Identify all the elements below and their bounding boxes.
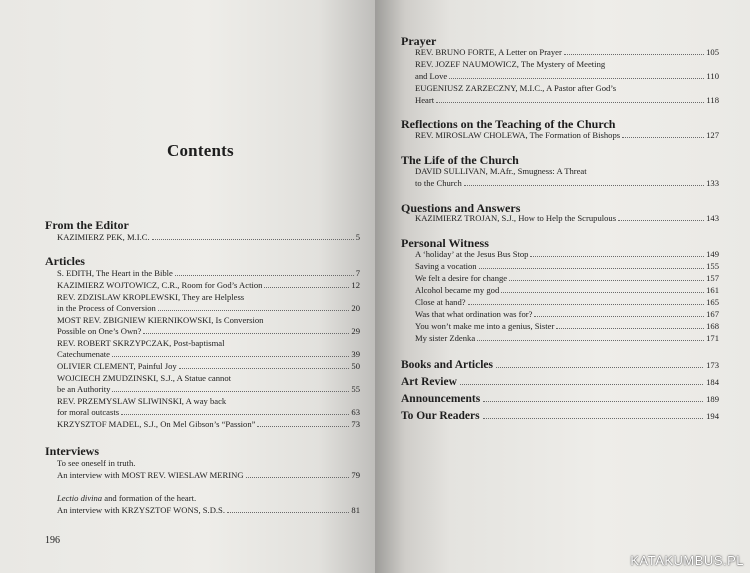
toc-entry[interactable]: KAZIMIERZ PEK, M.I.C. 5 — [57, 232, 360, 242]
toc-entry[interactable]: You won’t make me into a genius, Sister 168 — [415, 321, 719, 331]
toc-entry[interactable]: Catechumenate 39 — [57, 349, 360, 359]
toc-entry[interactable]: KAZIMIERZ WOJTOWICZ, C.R., Room for God’s Action 12 — [57, 280, 360, 290]
toc-entry-line: WOJCIECH ZMUDZINSKI, S.J., A Statue cannot — [57, 373, 232, 383]
toc-entry[interactable]: A ‘holiday’ at the Jesus Bus Stop 149 — [415, 249, 719, 259]
toc-entry[interactable]: be an Authority 55 — [57, 384, 360, 394]
toc-entry-line: DAVID SULLIVAN, M.Afr., Smugness: A Threat — [415, 166, 587, 176]
toc-entry[interactable]: S. EDITH, The Heart in the Bible 7 — [57, 268, 360, 278]
toc-entry-line: MOST REV. ZBIGNIEW KIERNIKOWSKI, Is Conversion — [57, 315, 264, 325]
lectio-divina-italic: Lectio divina — [57, 493, 103, 503]
toc-entry[interactable]: Heart 118 — [415, 95, 719, 105]
toc-section-books-articles[interactable]: Books and Articles 173 — [401, 359, 719, 371]
toc-section-announcements[interactable]: Announcements 189 — [401, 393, 719, 405]
page-number: 196 — [45, 535, 60, 546]
toc-entry-line: To see oneself in truth. — [57, 458, 136, 468]
section-prayer: Prayer — [401, 34, 437, 48]
section-personal-witness: Personal Witness — [401, 236, 489, 250]
toc-entry[interactable]: My sister Zdenka 171 — [415, 333, 719, 343]
section-questions-answers: Questions and Answers — [401, 201, 521, 215]
toc-entry[interactable]: We felt a desire for change 157 — [415, 273, 719, 283]
toc-entry[interactable]: to the Church 133 — [415, 178, 719, 188]
section-articles: Articles — [45, 254, 85, 268]
toc-entry[interactable]: An interview with KRZYSZTOF WONS, S.D.S. 81 — [57, 505, 360, 515]
toc-entry-line: EUGENIUSZ ZARZECZNY, M.I.C., A Pastor after God’s — [415, 83, 617, 93]
toc-entry[interactable]: KRZYSZTOF MADEL, S.J., On Mel Gibson’s “Passion” 73 — [57, 419, 360, 429]
toc-entry[interactable]: in the Process of Conversion 20 — [57, 303, 360, 313]
toc-entry[interactable]: Saving a vocation 155 — [415, 261, 719, 271]
section-life-of-church: The Life of the Church — [401, 153, 519, 167]
toc-entry[interactable]: REV. BRUNO FORTE, A Letter on Prayer 105 — [415, 47, 719, 57]
toc-entry[interactable]: Possible on One’s Own? 29 — [57, 326, 360, 336]
toc-entry[interactable]: KAZIMIERZ TROJAN, S.J., How to Help the Scrupulous 143 — [415, 213, 719, 223]
toc-entry[interactable]: Alcohol became my god 161 — [415, 285, 719, 295]
toc-entry[interactable]: An interview with MOST REV. WIESLAW MERING 79 — [57, 470, 360, 480]
toc-entry[interactable]: Close at hand? 165 — [415, 297, 719, 307]
section-interviews: Interviews — [45, 444, 99, 458]
toc-entry-line: REV. ZDZISLAW KROPLEWSKI, They are Helpless — [57, 292, 245, 302]
watermark: KATAKUMBUS.PL — [630, 553, 744, 568]
section-reflections: Reflections on the Teaching of the Church — [401, 117, 616, 131]
toc-entry-line: Lectio divina and formation of the heart. — [57, 493, 197, 503]
toc-entry[interactable]: Was that what ordination was for? 167 — [415, 309, 719, 319]
toc-entry-line: REV. PRZEMYSLAW SLIWINSKI, A way back — [57, 396, 227, 406]
toc-section-art-review[interactable]: Art Review 184 — [401, 376, 719, 388]
toc-entry[interactable]: and Love 110 — [415, 71, 719, 81]
toc-entry[interactable]: REV. MIROSLAW CHOLEWA, The Formation of Bishops 127 — [415, 130, 719, 140]
toc-section-to-our-readers[interactable]: To Our Readers 194 — [401, 410, 719, 422]
toc-entry[interactable]: OLIVIER CLEMENT, Painful Joy 50 — [57, 361, 360, 371]
right-page — [375, 0, 750, 573]
toc-entry-line: REV. JOZEF NAUMOWICZ, The Mystery of Meeting — [415, 59, 606, 69]
toc-entry[interactable]: for moral outcasts 63 — [57, 407, 360, 417]
toc-entry-line: REV. ROBERT SKRZYPCZAK, Post-baptismal — [57, 338, 225, 348]
section-from-the-editor: From the Editor — [45, 218, 129, 232]
contents-title: Contents — [167, 141, 234, 160]
